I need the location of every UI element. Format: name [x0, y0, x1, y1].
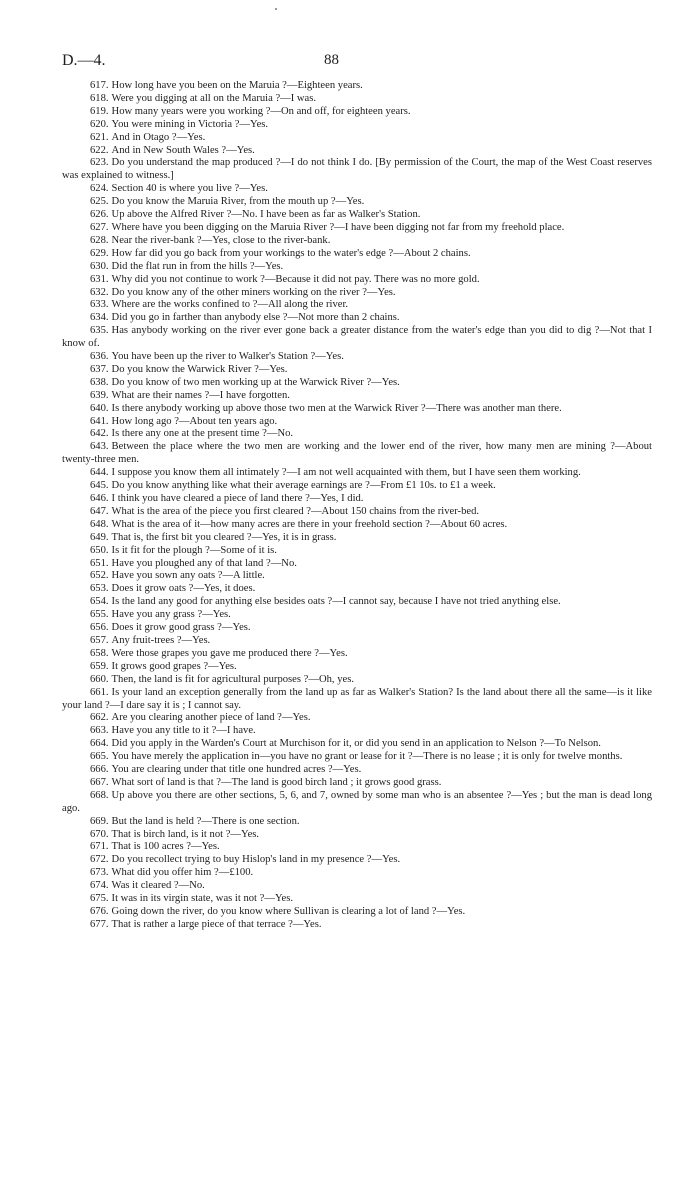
entry-text: Do you know of two men working up at the Warwick River ?—Yes. [111, 376, 400, 388]
testimony-entry [62, 674, 652, 687]
entry-text: How long have you been on the Maruia ?—Eighteen years. [111, 80, 363, 91]
testimony-entry [62, 570, 652, 583]
testimony-entry [62, 532, 652, 545]
entry-number: 628. [90, 234, 109, 246]
entry-text: I think you have cleared a piece of land there ?—Yes, I did. [111, 493, 364, 504]
testimony-entry [62, 596, 652, 609]
testimony-entry [62, 906, 652, 919]
entry-number: 654. [90, 596, 109, 608]
entry-text: What is the area of it—how many acres are there in your freehold section ?—About 60 acres. [111, 518, 508, 530]
entry-number: 677. [90, 918, 109, 930]
entry-text: Did the flat run in from the hills ?—Yes. [111, 260, 284, 272]
entry-number: 660. [90, 673, 109, 685]
testimony-entry [62, 299, 652, 312]
entry-text: You were mining in Victoria ?—Yes. [111, 118, 269, 130]
entry-text: Is your land an exception generally from the land up as far as Walker's Station? Is the land about there all the same—is it like your land ?—I dare say it is ; I cannot say. [62, 686, 652, 711]
entry-text: Is there anybody working up above those two men at the Warwick River ?—There was another man there. [111, 402, 562, 414]
testimony-entry [62, 261, 652, 274]
entry-number: 652. [90, 570, 109, 582]
entry-text: Have you any title to it ?—I have. [111, 725, 256, 737]
testimony-entry [62, 196, 652, 209]
entry-text: Did you go in farther than anybody else ?—Not more than 2 chains. [111, 312, 400, 324]
entry-text: How many years were you working ?—On and off, for eighteen years. [111, 105, 411, 117]
testimony-entry [62, 377, 652, 390]
entry-number: 626. [90, 209, 109, 221]
entry-text: Do you know any of the other miners working on the river ?—Yes. [111, 286, 396, 298]
entry-number: 668. [90, 789, 109, 801]
testimony-entry [62, 93, 652, 106]
testimony-list [62, 80, 652, 932]
entry-number: 644. [90, 467, 109, 479]
entry-number: 663. [90, 725, 109, 737]
entry-text: Up above you there are other sections, 5, 6, and 7, owned by some man who is an absentee ?—Yes ; but the man is dead long ago. [62, 789, 652, 814]
testimony-entry [62, 751, 652, 764]
testimony-entry [62, 467, 652, 480]
entry-number: 662. [90, 712, 109, 724]
testimony-entry [62, 687, 652, 713]
testimony-entry [62, 609, 652, 622]
testimony-entry [62, 157, 652, 183]
entry-text: Section 40 is where you live ?—Yes. [111, 183, 268, 195]
testimony-entry [62, 777, 652, 790]
testimony-entry [62, 441, 652, 467]
entry-number: 633. [90, 299, 109, 311]
entry-number: 638. [90, 376, 109, 388]
entry-text: Does it grow good grass ?—Yes. [111, 622, 251, 634]
entry-number: 658. [90, 647, 109, 659]
entry-number: 659. [90, 660, 109, 672]
testimony-entry [62, 312, 652, 325]
page-speck [275, 8, 277, 10]
entry-number: 630. [90, 260, 109, 272]
entry-text: Have you ploughed any of that land ?—No. [111, 557, 297, 569]
entry-number: 642. [90, 428, 109, 440]
entry-number: 635. [90, 325, 109, 337]
entry-number: 632. [90, 286, 109, 298]
entry-text: Have you sown any oats ?—A little. [111, 570, 265, 582]
entry-number: 618. [90, 92, 109, 104]
entry-text: Where are the works confined to ?—All along the river. [111, 299, 349, 311]
document-page [62, 52, 652, 932]
entry-number: 647. [90, 505, 109, 517]
entry-number: 667. [90, 776, 109, 788]
entry-text: That is, the first bit you cleared ?—Yes, it is in grass. [111, 531, 337, 543]
entry-text: Has anybody working on the river ever gone back a greater distance from the water's edge than you did to dig ?—Not that I know of. [62, 325, 652, 350]
entry-number: 664. [90, 738, 109, 750]
testimony-entry [62, 545, 652, 558]
entry-number: 640. [90, 402, 109, 414]
testimony-entry [62, 493, 652, 506]
entry-text: Where have you been digging on the Maruia River ?—I have been digging not far from my freehold place. [111, 221, 565, 233]
testimony-entry [62, 725, 652, 738]
testimony-entry [62, 390, 652, 403]
entry-number: 655. [90, 609, 109, 621]
testimony-entry [62, 829, 652, 842]
entry-text: That is birch land, is it not ?—Yes. [111, 828, 260, 840]
entry-text: And in Otago ?—Yes. [111, 131, 206, 143]
testimony-entry [62, 145, 652, 158]
testimony-entry [62, 416, 652, 429]
testimony-entry [62, 351, 652, 364]
testimony-entry [62, 880, 652, 893]
entry-number: 646. [90, 493, 109, 504]
entry-text: Did you apply in the Warden's Court at Murchison for it, or did you send in an application to Nelson ?—To Nelson. [111, 738, 601, 750]
entry-text: Do you recollect trying to buy Hislop's land in my presence ?—Yes. [111, 854, 401, 866]
entry-number: 620. [90, 118, 109, 130]
entry-number: 636. [90, 351, 109, 363]
entry-text: Do you understand the map produced ?—I do not think I do. [By permission of the Court, the map of the West Coast reserves was explained to witness.] [62, 157, 652, 182]
testimony-entry [62, 106, 652, 119]
entry-text: I suppose you know them all intimately ?—I am not well acquainted with them, but I have seen them working. [111, 467, 581, 479]
testimony-entry [62, 183, 652, 196]
entry-text: Was it cleared ?—No. [111, 880, 205, 892]
entry-number: 627. [90, 221, 109, 233]
testimony-entry [62, 558, 652, 571]
testimony-entry [62, 867, 652, 880]
entry-number: 629. [90, 247, 109, 259]
entry-number: 672. [90, 854, 109, 866]
entry-text: Do you know the Warwick River ?—Yes. [111, 363, 288, 375]
testimony-entry [62, 635, 652, 648]
entry-number: 661. [90, 686, 109, 698]
testimony-entry [62, 841, 652, 854]
entry-number: 621. [90, 131, 109, 143]
testimony-entry [62, 325, 652, 351]
entry-number: 623. [90, 157, 109, 169]
testimony-entry [62, 287, 652, 300]
entry-text: It grows good grapes ?—Yes. [111, 660, 237, 672]
entry-text: Is it fit for the plough ?—Some of it is. [111, 544, 277, 556]
entry-text: Do you know anything like what their average earnings are ?—From £1 10s. to £1 a week. [111, 480, 496, 492]
testimony-entry [62, 80, 652, 93]
entry-number: 666. [90, 764, 109, 776]
entry-text: What are their names ?—I have forgotten. [111, 389, 290, 401]
entry-text: Going down the river, do you know where Sullivan is clearing a lot of land ?—Yes. [111, 906, 466, 917]
testimony-entry [62, 248, 652, 261]
entry-number: 673. [90, 867, 109, 879]
entry-text: Have you any grass ?—Yes. [111, 609, 231, 621]
entry-text: Near the river-bank ?—Yes, close to the river-bank. [111, 234, 331, 246]
testimony-entry [62, 235, 652, 248]
entry-number: 641. [90, 415, 109, 427]
entry-text: But the land is held ?—There is one section. [111, 815, 300, 827]
entry-text: Is the land any good for anything else besides oats ?—I cannot say, because I have not tried anything else. [111, 596, 561, 608]
entry-text: It was in its virgin state, was it not ?—Yes. [111, 893, 294, 905]
testimony-entry [62, 428, 652, 441]
testimony-entry [62, 222, 652, 235]
entry-number: 650. [90, 544, 109, 556]
entry-text: Do you know the Maruia River, from the mouth up ?—Yes. [111, 196, 365, 208]
entry-number: 639. [90, 389, 109, 401]
testimony-entry [62, 919, 652, 932]
entry-number: 670. [90, 828, 109, 840]
entry-text: You have merely the application in—you have no grant or lease for it ?—There is no lease ; it is only for twelve months. [111, 751, 623, 763]
testimony-entry [62, 132, 652, 145]
entry-number: 625. [90, 196, 109, 208]
entry-text: Are you clearing another piece of land ?—Yes. [111, 712, 311, 724]
testimony-entry [62, 854, 652, 867]
entry-number: 619. [90, 105, 109, 117]
entry-number: 674. [90, 880, 109, 892]
entry-text: And in New South Wales ?—Yes. [111, 144, 255, 156]
testimony-entry [62, 403, 652, 416]
entry-text: Were those grapes you gave me produced there ?—Yes. [111, 647, 348, 659]
testimony-entry [62, 893, 652, 906]
entry-text: Any fruit-trees ?—Yes. [111, 634, 211, 646]
entry-number: 624. [90, 183, 109, 195]
entry-text: Why did you not continue to work ?—Because it did not pay. There was no more gold. [111, 273, 480, 285]
entry-text: Is there any one at the present time ?—No. [111, 428, 294, 440]
entry-text: What is the area of the piece you first cleared ?—About 150 chains from the river-bed. [111, 505, 480, 517]
entry-text: Up above the Alfred River ?—No. I have been as far as Walker's Station. [111, 209, 421, 221]
testimony-entry [62, 119, 652, 132]
testimony-entry [62, 738, 652, 751]
entry-number: 648. [90, 518, 109, 530]
testimony-entry [62, 209, 652, 222]
entry-text: What did you offer him ?—£100. [111, 867, 254, 879]
entry-text: What sort of land is that ?—The land is good birch land ; it grows good grass. [111, 776, 442, 788]
entry-number: 649. [90, 531, 109, 543]
testimony-entry [62, 364, 652, 377]
entry-number: 651. [90, 557, 109, 569]
document-reference: D.—4. [62, 52, 106, 69]
entry-text: Does it grow oats ?—Yes, it does. [111, 583, 256, 595]
entry-number: 656. [90, 622, 109, 634]
entry-number: 665. [90, 751, 109, 763]
entry-number: 637. [90, 363, 109, 375]
testimony-entry [62, 712, 652, 725]
entry-number: 617. [90, 80, 109, 91]
testimony-entry [62, 480, 652, 493]
testimony-entry [62, 790, 652, 816]
entry-text: How long ago ?—About ten years ago. [111, 415, 278, 427]
entry-number: 645. [90, 480, 109, 492]
testimony-entry [62, 506, 652, 519]
entry-number: 671. [90, 841, 109, 853]
entry-text: Between the place where the two men are working and the lower end of the river, how many men are mining ?—About twenty-three men. [62, 441, 652, 466]
entry-number: 676. [90, 906, 109, 917]
entry-text: That is 100 acres ?—Yes. [111, 841, 220, 853]
entry-number: 653. [90, 583, 109, 595]
testimony-entry [62, 648, 652, 661]
entry-text: How far did you go back from your workings to the water's edge ?—About 2 chains. [111, 247, 471, 259]
entry-number: 634. [90, 312, 109, 324]
entry-text: You have been up the river to Walker's Station ?—Yes. [111, 351, 344, 363]
testimony-entry [62, 583, 652, 596]
entry-text: Then, the land is fit for agricultural purposes ?—Oh, yes. [111, 673, 354, 685]
testimony-entry [62, 274, 652, 287]
entry-number: 669. [90, 815, 109, 827]
testimony-entry [62, 519, 652, 532]
testimony-entry [62, 816, 652, 829]
entry-number: 657. [90, 634, 109, 646]
entry-number: 622. [90, 144, 109, 156]
entry-text: You are clearing under that title one hundred acres ?—Yes. [111, 764, 362, 776]
testimony-entry [62, 622, 652, 635]
entry-number: 675. [90, 893, 109, 905]
entry-text: Were you digging at all on the Maruia ?—I was. [111, 92, 317, 104]
entry-number: 643. [90, 441, 109, 453]
entry-text: That is rather a large piece of that terrace ?—Yes. [111, 918, 322, 930]
entry-number: 631. [90, 273, 109, 285]
page-header [62, 52, 652, 74]
testimony-entry [62, 661, 652, 674]
testimony-entry [62, 764, 652, 777]
page-number: 88 [324, 52, 339, 68]
